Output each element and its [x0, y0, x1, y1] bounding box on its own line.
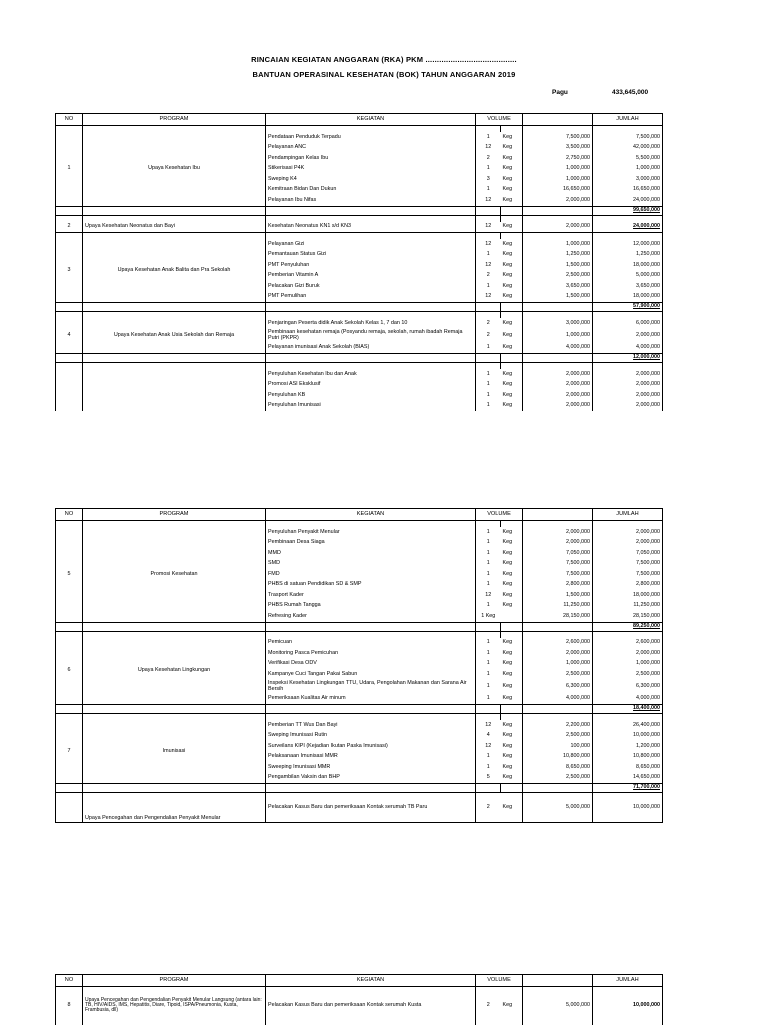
pagu-label: Pagu — [552, 89, 568, 96]
jumlah-cell: 1,000,000 — [593, 164, 663, 175]
harga-cell: 3,000,000 — [523, 318, 593, 329]
jumlah-cell: 2,000,000 — [593, 390, 663, 401]
harga-cell: 1,000,000 — [523, 174, 593, 185]
jumlah-cell: 6,300,000 — [593, 680, 663, 694]
unit-cell: Keg — [501, 260, 523, 271]
subtotal-value: 99,650,000 — [593, 206, 663, 215]
kegiatan-cell: Verifikasi Desa ODV — [266, 659, 476, 670]
program-name: Upaya Kesehatan Anak Balita dan Pra Sekolah — [83, 239, 266, 303]
harga-cell: 1,500,000 — [523, 590, 593, 601]
kegiatan-cell: Trasport Kader — [266, 590, 476, 601]
kegiatan-cell: Penyuluhan Kesehatan Ibu dan Anak — [266, 369, 476, 380]
unit-cell: Keg — [501, 694, 523, 705]
jumlah-cell: 2,000,000 — [593, 401, 663, 412]
kegiatan-cell: Sweping K4 — [266, 174, 476, 185]
harga-cell: 2,500,000 — [523, 669, 593, 680]
group-1 — [56, 126, 663, 216]
unit-cell: Keg — [501, 680, 523, 694]
jumlah-cell: 24,000,000 — [593, 222, 663, 233]
volume-cell: 1 — [476, 369, 501, 380]
kegiatan-cell: Kesehatan Neonatus KN1 s/d KN3 — [266, 222, 476, 233]
unit-cell: Keg — [501, 271, 523, 282]
unit-cell: Keg — [501, 601, 523, 612]
kegiatan-cell: Pembinaan Desa Siaga — [266, 538, 476, 549]
harga-cell: 2,200,000 — [523, 720, 593, 731]
table-header-row — [56, 114, 663, 126]
kegiatan-cell: Pemberian Vitamin A — [266, 271, 476, 282]
unit-cell: Keg — [501, 143, 523, 154]
kegiatan-cell: Pemeriksaan Kualitas Air minum — [266, 694, 476, 705]
unit-cell: Keg — [501, 669, 523, 680]
table-row — [56, 318, 663, 329]
jumlah-cell: 1,200,000 — [593, 741, 663, 752]
col-volume: VOLUME — [476, 509, 523, 521]
harga-cell: 2,500,000 — [523, 731, 593, 742]
kegiatan-cell: Pelayanan ANC — [266, 143, 476, 154]
harga-cell: 2,000,000 — [523, 648, 593, 659]
table-row — [56, 132, 663, 143]
kegiatan-cell: Monitoring Pasca Pemicuhan — [266, 648, 476, 659]
harga-cell: 4,000,000 — [523, 694, 593, 705]
volume-cell: 1 — [476, 281, 501, 292]
row-no: 8 — [56, 987, 83, 1025]
unit-cell: Keg — [501, 343, 523, 354]
row-no: 3 — [56, 239, 83, 303]
volume-cell: 2 — [476, 153, 501, 164]
row-no: 1 — [56, 132, 83, 206]
jumlah-cell: 42,000,000 — [593, 143, 663, 154]
volume-cell: 1 — [476, 638, 501, 649]
subtotal-row — [56, 303, 663, 312]
group-6 — [56, 631, 663, 714]
jumlah-cell: 18,000,000 — [593, 292, 663, 303]
subtotal-row — [56, 354, 663, 363]
unit-cell: Keg — [501, 185, 523, 196]
group-8-partial — [56, 793, 663, 823]
volume-cell: 2 — [476, 329, 501, 343]
volume-cell: 12 — [476, 260, 501, 271]
kegiatan-cell: Pendampingan Kelas Ibu — [266, 153, 476, 164]
unit-cell: Keg — [501, 153, 523, 164]
unit-cell: Keg — [501, 239, 523, 250]
jumlah-cell: 2,800,000 — [593, 580, 663, 591]
col-volume: VOLUME — [476, 975, 523, 987]
harga-cell: 7,050,000 — [523, 548, 593, 559]
unit-cell: Keg — [501, 380, 523, 391]
harga-cell: 2,000,000 — [523, 369, 593, 380]
col-jumlah: JUMLAH — [593, 975, 663, 987]
harga-cell: 2,750,000 — [523, 153, 593, 164]
jumlah-cell: 8,650,000 — [593, 762, 663, 773]
col-no: NO — [56, 114, 83, 126]
kegiatan-cell: Pendataan Penduduk Terpadu — [266, 132, 476, 143]
kegiatan-cell: Pelacakan Gizi Buruk — [266, 281, 476, 292]
col-jumlah: JUMLAH — [593, 114, 663, 126]
harga-cell: 1,000,000 — [523, 239, 593, 250]
unit-cell: Keg — [501, 659, 523, 670]
unit-cell: Keg — [501, 638, 523, 649]
harga-cell: 7,500,000 — [523, 569, 593, 580]
kegiatan-cell: Kampanye Cuci Tangan Pakai Sabun — [266, 669, 476, 680]
volume-cell: 1 — [476, 401, 501, 412]
kegiatan-cell: FMD — [266, 569, 476, 580]
col-kegiatan: KEGIATAN — [266, 509, 476, 521]
program-name: Upaya Kesehatan Neonatus dan Bayi — [83, 222, 266, 233]
volume-cell: 12 — [476, 292, 501, 303]
group-8 — [56, 987, 663, 1025]
kegiatan-cell: Sweeping Imunisasi MMR — [266, 762, 476, 773]
program-name: Upaya Pencegahan dan Pengendalian Penyakit Menular Langsung (antara lain: TB, HIV/AIDS, IMS, Hepatitis, Diare, Tipoid, ISPA/Pneumonia, Kusta, Frambusia, dll) — [83, 987, 266, 1025]
subtotal-row — [56, 705, 663, 714]
harga-cell: 2,600,000 — [523, 638, 593, 649]
kegiatan-cell: Penyuluhan Penyakit Menular — [266, 527, 476, 538]
subtotal-value: 89,250,000 — [593, 622, 663, 631]
harga-cell: 2,500,000 — [523, 271, 593, 282]
jumlah-cell: 2,000,000 — [593, 380, 663, 391]
col-jumlah: JUMLAH — [593, 509, 663, 521]
harga-cell: 2,000,000 — [523, 222, 593, 233]
jumlah-cell: 2,500,000 — [593, 669, 663, 680]
jumlah-cell: 3,650,000 — [593, 281, 663, 292]
harga-cell: 11,250,000 — [523, 601, 593, 612]
table-row — [56, 369, 663, 380]
col-no: NO — [56, 975, 83, 987]
col-volume: VOLUME — [476, 114, 523, 126]
jumlah-cell: 2,000,000 — [593, 527, 663, 538]
volume-cell: 1 — [476, 580, 501, 591]
jumlah-cell: 4,000,000 — [593, 343, 663, 354]
unit-cell: Keg — [501, 318, 523, 329]
volume-cell: 2 — [476, 271, 501, 282]
volume-cell: 1 — [476, 250, 501, 261]
col-program: PROGRAM — [83, 114, 266, 126]
kegiatan-cell: Pelayanan imunisasi Anak Sekolah (BIAS) — [266, 343, 476, 354]
rka-table-page2 — [55, 508, 663, 823]
volume-cell: 5 — [476, 773, 501, 784]
group-4 — [56, 312, 663, 363]
harga-cell: 1,000,000 — [523, 329, 593, 343]
volume-cell: 1 — [476, 132, 501, 143]
unit-cell: Keg — [501, 195, 523, 206]
kegiatan-cell: SMD — [266, 559, 476, 570]
jumlah-cell: 26,400,000 — [593, 720, 663, 731]
unit-cell: Keg — [501, 793, 523, 823]
subtotal-row — [56, 784, 663, 793]
kegiatan-cell: Pemberian TT Wus Dan Bayi — [266, 720, 476, 731]
harga-cell: 3,500,000 — [523, 143, 593, 154]
kegiatan-cell: Stikerisasi P4K — [266, 164, 476, 175]
table-row — [56, 239, 663, 250]
volume-cell: 12 — [476, 195, 501, 206]
unit-cell: Keg — [501, 401, 523, 412]
volume-cell: 2 — [476, 318, 501, 329]
table-header-row — [56, 975, 663, 987]
subtotal-row — [56, 206, 663, 215]
unit-cell: Keg — [501, 548, 523, 559]
volume-cell: 12 — [476, 143, 501, 154]
program-name: Promosi Kesehatan — [83, 527, 266, 622]
jumlah-cell: 7,050,000 — [593, 548, 663, 559]
harga-cell: 4,000,000 — [523, 343, 593, 354]
col-program: PROGRAM — [83, 509, 266, 521]
row-no — [56, 369, 83, 411]
row-no: 4 — [56, 318, 83, 354]
kegiatan-cell: PHBS Rumah Tangga — [266, 601, 476, 612]
volume-cell: 1 — [476, 185, 501, 196]
subtotal-value: 18,400,000 — [593, 705, 663, 714]
kegiatan-cell: Pelacakan Kasus Baru dan pemeriksaan Kontak serumah TB Paru — [266, 793, 476, 823]
document-subtitle: BANTUAN OPERASINAL KESEHATAN (BOK) TAHUN ANGGARAN 2019 — [252, 70, 516, 79]
unit-cell: Keg — [501, 292, 523, 303]
harga-cell: 10,800,000 — [523, 752, 593, 763]
kegiatan-cell: Pelayanan Ibu Nifas — [266, 195, 476, 206]
jumlah-cell: 6,000,000 — [593, 318, 663, 329]
kegiatan-cell: PMT Pemulihan — [266, 292, 476, 303]
unit-cell: Keg — [501, 773, 523, 784]
program-name: Imunisasi — [83, 720, 266, 784]
volume-cell: 1 — [476, 694, 501, 705]
document-title: RINCAIAN KEGIATAN ANGGARAN (RKA) PKM ........................................ — [251, 55, 517, 64]
col-no: NO — [56, 509, 83, 521]
kegiatan-cell: Penjaringan Peserta didik Anak Sekolah Kelas 1, 7 dan 10 — [266, 318, 476, 329]
subtotal-value: 12,000,000 — [593, 354, 663, 363]
harga-cell: 6,300,000 — [523, 680, 593, 694]
volume-cell: 2 — [476, 793, 501, 823]
unit-cell: Keg — [501, 281, 523, 292]
volume-cell: 1 — [476, 538, 501, 549]
col-harga — [523, 509, 593, 521]
table-row — [56, 720, 663, 731]
row-no: 6 — [56, 638, 83, 705]
kegiatan-cell: Kemitraan Bidan Dan Dukun — [266, 185, 476, 196]
jumlah-cell: 10,000,000 — [593, 793, 663, 823]
volume-cell: 1 — [476, 548, 501, 559]
unit-cell: Keg — [501, 132, 523, 143]
program-name: Upaya Kesehatan Lingkungan — [83, 638, 266, 705]
unit-cell: Keg — [501, 222, 523, 233]
jumlah-cell: 1,000,000 — [593, 659, 663, 670]
kegiatan-cell: PHBS di satuan Pendidikan SD & SMP — [266, 580, 476, 591]
volume-cell: 1 — [476, 164, 501, 175]
table-row — [56, 527, 663, 538]
kegiatan-cell: Pelacakan Kasus Baru dan pemeriksaan Kontak serumah Kusta — [266, 987, 476, 1025]
unit-cell: Keg — [501, 987, 523, 1025]
harga-cell: 2,000,000 — [523, 380, 593, 391]
harga-cell: 2,500,000 — [523, 773, 593, 784]
harga-cell: 1,500,000 — [523, 292, 593, 303]
kegiatan-cell: Pemicuan — [266, 638, 476, 649]
harga-cell: 1,000,000 — [523, 164, 593, 175]
kegiatan-cell: Pemantauan Status Gizi — [266, 250, 476, 261]
kegiatan-cell: Pengambilan Vaksin dan BHP — [266, 773, 476, 784]
harga-cell: 16,650,000 — [523, 185, 593, 196]
harga-cell: 1,000,000 — [523, 659, 593, 670]
subtotal-row — [56, 622, 663, 631]
volume-cell: 1 — [476, 601, 501, 612]
volume-cell: 12 — [476, 720, 501, 731]
volume-cell: 1 — [476, 648, 501, 659]
unit-cell: Keg — [501, 648, 523, 659]
kegiatan-cell: Sweping Imunisasi Rutin — [266, 731, 476, 742]
group-7 — [56, 714, 663, 793]
volume-cell: 1 — [476, 380, 501, 391]
col-program: PROGRAM — [83, 975, 266, 987]
group-5 — [56, 521, 663, 632]
volume-cell: 12 — [476, 741, 501, 752]
jumlah-cell: 11,250,000 — [593, 601, 663, 612]
jumlah-cell: 5,000,000 — [593, 271, 663, 282]
harga-cell: 2,000,000 — [523, 527, 593, 538]
jumlah-cell: 18,000,000 — [593, 590, 663, 601]
jumlah-cell: 4,000,000 — [593, 694, 663, 705]
jumlah-cell: 1,250,000 — [593, 250, 663, 261]
jumlah-cell: 16,650,000 — [593, 185, 663, 196]
jumlah-cell: 2,000,000 — [593, 369, 663, 380]
kegiatan-cell: Refresing Kader — [266, 611, 476, 622]
pagu-value: 433,645,000 — [612, 89, 649, 96]
harga-cell: 5,000,000 — [523, 987, 593, 1025]
kegiatan-cell: Promosi ASI Eksklusif — [266, 380, 476, 391]
volume-cell: 1 — [476, 659, 501, 670]
program-name: Upaya Kesehatan Anak Usia Sekolah dan Remaja — [83, 318, 266, 354]
volume-cell: 1 — [476, 762, 501, 773]
unit-cell: Keg — [501, 752, 523, 763]
harga-cell: 28,150,000 — [523, 611, 593, 622]
group-2 — [56, 215, 663, 233]
row-no: 2 — [56, 222, 83, 233]
unit-cell: Keg — [501, 329, 523, 343]
unit-cell: Keg — [501, 741, 523, 752]
volume-cell: 2 — [476, 987, 501, 1025]
harga-cell: 1,500,000 — [523, 260, 593, 271]
volume-cell: 12 — [476, 239, 501, 250]
group-3 — [56, 233, 663, 312]
unit-cell: Keg — [501, 390, 523, 401]
jumlah-cell: 18,000,000 — [593, 260, 663, 271]
jumlah-cell: 7,500,000 — [593, 132, 663, 143]
unit-cell — [501, 611, 523, 622]
harga-cell: 8,650,000 — [523, 762, 593, 773]
volume-cell: 1 — [476, 569, 501, 580]
row-no: 5 — [56, 527, 83, 622]
jumlah-cell: 2,000,000 — [593, 648, 663, 659]
unit-cell: Keg — [501, 569, 523, 580]
harga-cell: 2,000,000 — [523, 538, 593, 549]
jumlah-cell: 10,000,000 — [593, 731, 663, 742]
table-row — [56, 638, 663, 649]
volume-cell: 1 — [476, 390, 501, 401]
col-kegiatan: KEGIATAN — [266, 114, 476, 126]
jumlah-cell: 12,000,000 — [593, 239, 663, 250]
harga-cell: 2,000,000 — [523, 401, 593, 412]
table-header-row — [56, 509, 663, 521]
volume-cell: 1 — [476, 343, 501, 354]
kegiatan-cell: Penyuluhan KB — [266, 390, 476, 401]
program-name: Upaya Kesehatan Ibu — [83, 132, 266, 206]
unit-cell: Keg — [501, 164, 523, 175]
unit-cell: Keg — [501, 762, 523, 773]
group-5-partial — [56, 363, 663, 412]
unit-cell: Keg — [501, 174, 523, 185]
unit-cell: Keg — [501, 527, 523, 538]
unit-cell: Keg — [501, 580, 523, 591]
program-name — [83, 369, 266, 411]
harga-cell: 1,250,000 — [523, 250, 593, 261]
jumlah-cell: 2,000,000 — [593, 329, 663, 343]
kegiatan-cell: Pembinaan kesehatan remaja (Posyandu remaja, sekolah, rumah ibadah Remaja Putri (PKPR) — [266, 329, 476, 343]
unit-cell: Keg — [501, 559, 523, 570]
col-kegiatan: KEGIATAN — [266, 975, 476, 987]
harga-cell: 5,000,000 — [523, 793, 593, 823]
kegiatan-cell: Penyuluhan Imunisasi — [266, 401, 476, 412]
jumlah-cell: 2,600,000 — [593, 638, 663, 649]
harga-cell: 7,500,000 — [523, 132, 593, 143]
col-harga — [523, 975, 593, 987]
jumlah-cell: 10,000,000 — [593, 987, 663, 1025]
jumlah-cell: 5,500,000 — [593, 153, 663, 164]
jumlah-cell: 10,800,000 — [593, 752, 663, 763]
volume-cell: 1 — [476, 752, 501, 763]
volume-cell: 12 — [476, 590, 501, 601]
volume-cell: 1 Keg — [476, 611, 501, 622]
unit-cell: Keg — [501, 250, 523, 261]
volume-cell: 1 — [476, 527, 501, 538]
program-name: Upaya Pencegahan dan Pengendalian Penyakit Menular — [83, 793, 266, 823]
harga-cell: 100,000 — [523, 741, 593, 752]
rka-table-page3 — [55, 974, 663, 1025]
jumlah-cell: 7,500,000 — [593, 569, 663, 580]
jumlah-cell: 3,000,000 — [593, 174, 663, 185]
kegiatan-cell: PMT Penyuluhan — [266, 260, 476, 271]
subtotal-value: 57,900,000 — [593, 303, 663, 312]
rka-table-page1 — [55, 113, 663, 411]
col-harga — [523, 114, 593, 126]
harga-cell: 2,000,000 — [523, 390, 593, 401]
subtotal-value: 71,700,000 — [593, 784, 663, 793]
volume-cell: 1 — [476, 680, 501, 694]
harga-cell: 7,500,000 — [523, 559, 593, 570]
volume-cell: 1 — [476, 559, 501, 570]
harga-cell: 2,000,000 — [523, 195, 593, 206]
unit-cell: Keg — [501, 369, 523, 380]
jumlah-cell: 28,150,000 — [593, 611, 663, 622]
volume-cell: 4 — [476, 731, 501, 742]
kegiatan-cell: Pelayanan Gizi — [266, 239, 476, 250]
jumlah-cell: 14,650,000 — [593, 773, 663, 784]
row-no: 7 — [56, 720, 83, 784]
unit-cell: Keg — [501, 590, 523, 601]
harga-cell: 3,650,000 — [523, 281, 593, 292]
jumlah-cell: 2,000,000 — [593, 538, 663, 549]
kegiatan-cell: Inspeksi Kesehatan Lingkungan TTU, Udara, Pengolahan Makanan dan Sarana Air Bersih — [266, 680, 476, 694]
unit-cell: Keg — [501, 720, 523, 731]
volume-cell: 3 — [476, 174, 501, 185]
jumlah-cell: 24,000,000 — [593, 195, 663, 206]
kegiatan-cell: MMD — [266, 548, 476, 559]
unit-cell: Keg — [501, 731, 523, 742]
kegiatan-cell: Surveilans KIPI (Kejadian Ikutan Paska Imunisasi) — [266, 741, 476, 752]
jumlah-cell: 7,500,000 — [593, 559, 663, 570]
unit-cell: Keg — [501, 538, 523, 549]
harga-cell: 2,800,000 — [523, 580, 593, 591]
kegiatan-cell: Pelaksanaan Imunisasi MMR — [266, 752, 476, 763]
volume-cell: 12 — [476, 222, 501, 233]
volume-cell: 1 — [476, 669, 501, 680]
